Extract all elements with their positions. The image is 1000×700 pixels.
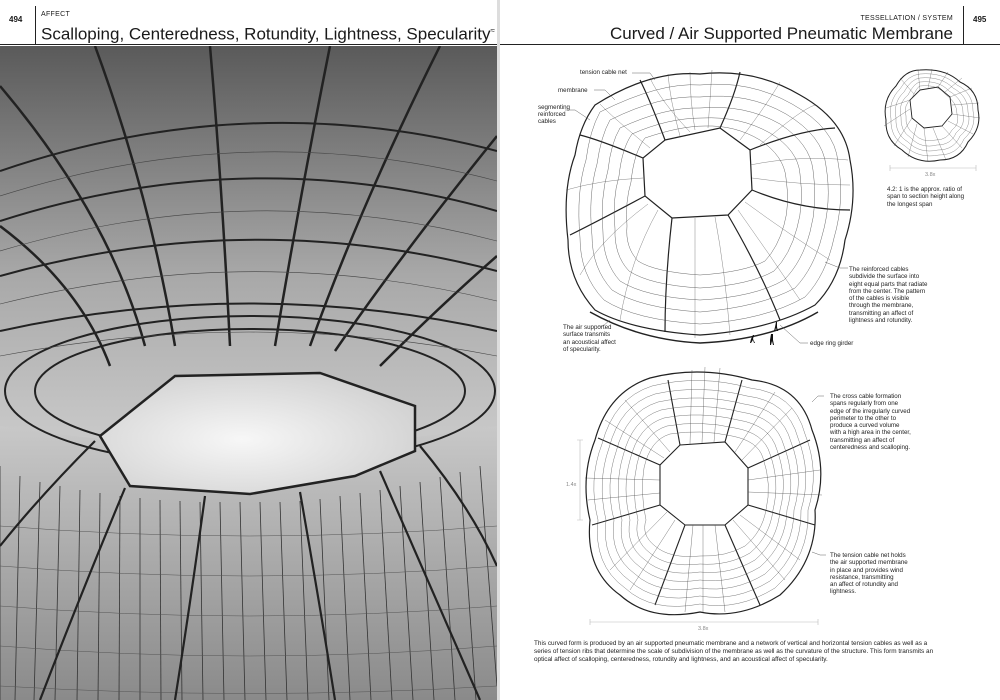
left-section-label: AFFECT: [41, 11, 71, 18]
note-line: perimeter to the other to: [830, 414, 897, 422]
annotation-ratio: [887, 186, 964, 208]
note-line: in place and provides wind: [830, 566, 903, 574]
label-membrane: membrane: [558, 87, 588, 94]
annotation-cross-cable: [830, 393, 911, 451]
caption-line: series of tension ribs that determine the scale of subdivision of the membrane as well as the curvature of the structure. This form transmits an: [534, 648, 934, 655]
note-line: The tension cable net holds: [830, 552, 906, 559]
label-edge-ring-girder: edge ring girder: [810, 340, 854, 347]
note-line: resistance, transmitting: [830, 573, 894, 581]
plan-view: [585, 367, 822, 615]
label-tension-cable-net: tension cable net: [580, 69, 627, 76]
label-line: segmenting: [538, 104, 570, 111]
note-line: edge of the irregularly curved: [830, 407, 911, 415]
note-line: The reinforced cables: [849, 266, 909, 273]
right-page-number: 495: [973, 15, 987, 24]
left-title-text: Scalloping, Centeredness, Rotundity, Lightness, Specularity: [41, 24, 491, 44]
note-line: The cross cable formation: [830, 393, 902, 400]
title-mark-icon: ≈: [490, 26, 495, 35]
note-line: centeredness and scalloping.: [830, 444, 911, 452]
caption-line: optical affect of scalloping, centeredness, rotundity and lightness, and an acoustical affect of specularity.: [534, 656, 828, 663]
note-line: span to section height along: [887, 193, 965, 201]
note-line: an affect of rotundity and: [830, 581, 898, 589]
annotation-air-supported: [563, 324, 616, 353]
label-line: reinforced: [538, 111, 566, 118]
note-line: with a high area in the center,: [830, 429, 911, 437]
annotation-tension-net: [830, 552, 908, 596]
note-line: spans regularly from one: [830, 400, 899, 408]
left-page-number: 494: [9, 15, 23, 24]
note-line: lightness.: [830, 588, 857, 596]
note-line: of the cables is visible: [849, 295, 910, 303]
dim-plan-span: 3.8x: [698, 626, 709, 632]
note-line: through the membrane,: [849, 302, 914, 310]
right-section-label: TESSELLATION / SYSTEM: [860, 15, 953, 22]
annotation-reinforced-cables: [849, 266, 927, 324]
figure-caption: [534, 640, 974, 664]
small-plan-view: [884, 69, 980, 162]
note-line: the longest span: [887, 200, 933, 208]
note-line: eight equal parts that radiate: [849, 280, 928, 288]
note-line: transmitting an affect of: [830, 436, 895, 444]
note-line: lightness and rotundity.: [849, 317, 913, 325]
note-line: from the center. The pattern: [849, 287, 926, 295]
note-line: 4.2: 1 is the approx. ratio of: [887, 186, 962, 193]
note-line: surface transmits: [563, 331, 611, 339]
note-line: produce a curved volume: [830, 422, 900, 430]
note-line: subdivide the surface into: [849, 273, 920, 281]
note-line: of specularity.: [563, 345, 601, 353]
right-page-title: Curved / Air Supported Pneumatic Membrane: [609, 24, 953, 43]
perspective-dome: [566, 70, 853, 343]
note-line: an acoustical affect: [563, 338, 616, 346]
label-line: cables: [538, 118, 556, 125]
dim-plan-height: 1.4x: [566, 482, 577, 488]
note-line: The air supported: [563, 324, 612, 331]
note-line: transmitting an affect of: [849, 309, 914, 317]
label-segmenting-cables: [538, 104, 570, 125]
caption-line: This curved form is produced by an air supported pneumatic membrane and a network of vertical and horizontal tension cables as well as a: [534, 640, 928, 647]
leader-lines: [565, 73, 848, 555]
note-line: the air supported membrane: [830, 559, 908, 567]
dim-small-plan-span: 3.8x: [925, 172, 936, 178]
